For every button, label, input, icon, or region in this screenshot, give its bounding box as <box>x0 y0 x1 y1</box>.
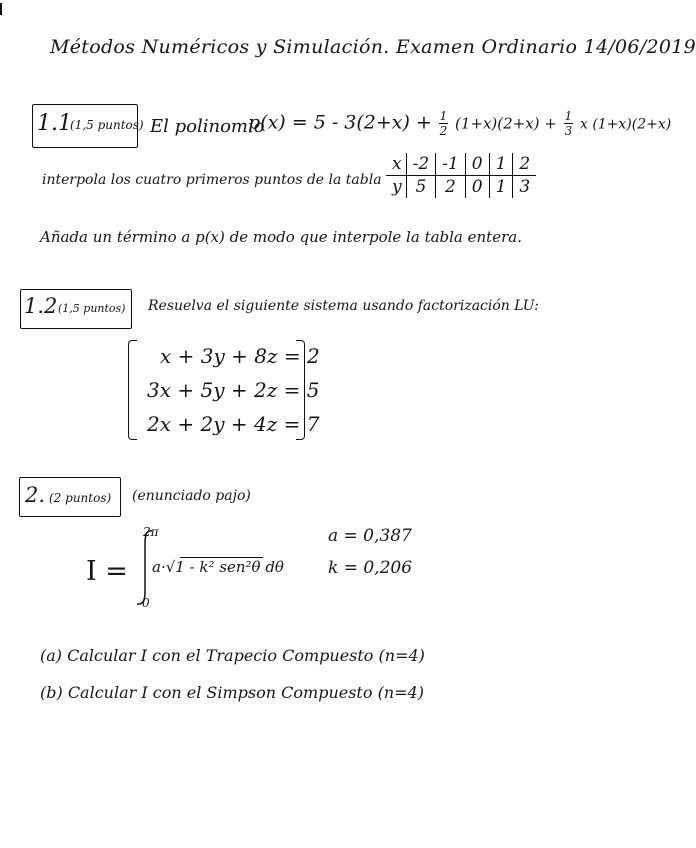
table-y-cell: 5 <box>415 177 427 197</box>
table-x-label: x <box>386 153 406 176</box>
table-y-cell: 0 <box>465 176 489 199</box>
page-title: Métodos Numéricos y Simulación. Examen Ordinario 14/06/2019 <box>50 36 696 58</box>
table-x-cell: 0 <box>465 153 489 176</box>
constant-a: a = 0,387 <box>328 526 412 546</box>
problem-2-points: (2 puntos) <box>49 491 112 505</box>
table-x-cell: 2 <box>513 153 536 176</box>
sqrt-overline <box>180 557 263 558</box>
table-x-cell: -1 <box>436 153 466 176</box>
interpolation-table <box>386 153 536 198</box>
half-fraction <box>439 110 448 137</box>
table-x-cell: -2 <box>406 153 436 176</box>
problem-2-number: 2. <box>25 483 46 507</box>
system-left-bracket <box>128 340 137 440</box>
integral-lhs: I = <box>86 556 128 587</box>
third-fraction <box>564 110 573 137</box>
interpolates-text: interpola los cuatro primeros puntos de la tabla <box>42 172 382 188</box>
problem-1-2-number: 1.2 <box>24 294 58 318</box>
half-denominator: 2 <box>439 124 448 138</box>
equation-row: 3x + 5y + 2z = 5 <box>147 378 320 402</box>
integral-lower-limit: 0 <box>142 596 150 610</box>
problem-1-1-number: 1.1 <box>37 111 72 136</box>
integral-upper-limit: 2π <box>143 525 159 539</box>
constant-k: k = 0,206 <box>328 558 413 578</box>
table-y-cell: 2 <box>436 176 466 199</box>
problem-1-2-statement: Resuelva el siguiente sistema usando factorización LU: <box>148 298 539 314</box>
equation-row: 2x + 2y + 4z = 7 <box>147 412 320 436</box>
table-y-label: y <box>386 176 406 199</box>
problem-1-1-task: Añada un término a p(x) de modo que interpole la tabla entera. <box>40 228 522 246</box>
polynomial-last-term: x (1+x)(2+x) <box>579 116 672 133</box>
third-numerator: 1 <box>564 109 573 123</box>
problem-2-note: (enunciado pajo) <box>132 488 251 504</box>
problem-2-part-b: (b) Calcular I con el Simpson Compuesto (n=4) <box>40 683 424 702</box>
problem-1-2-points: (1,5 puntos) <box>58 302 126 315</box>
problem-2-part-a: (a) Calcular I con el Trapecio Compuesto (n=4) <box>40 646 425 665</box>
integrand: a·√1 - k² sen²θ dθ <box>152 558 284 576</box>
half-numerator: 1 <box>439 109 448 123</box>
table-x-cell: 1 <box>489 153 513 176</box>
problem-1-1-points: (1,5 puntos) <box>70 118 144 132</box>
integral-sign-stroke <box>137 531 152 604</box>
table-y-cell: 3 <box>513 176 536 199</box>
equation-row: x + 3y + 8z = 2 <box>160 344 320 368</box>
polynomial-expression <box>248 110 671 137</box>
page-edge-mark <box>0 3 2 15</box>
problem-1-1-intro: El polinomio <box>150 116 265 137</box>
polynomial-lhs: p(x) = 5 - 3(2+x) + <box>248 111 432 134</box>
third-denominator: 3 <box>564 124 573 138</box>
polynomial-middle-term: (1+x)(2+x) + <box>454 114 557 133</box>
table-y-cell: 1 <box>489 176 513 199</box>
